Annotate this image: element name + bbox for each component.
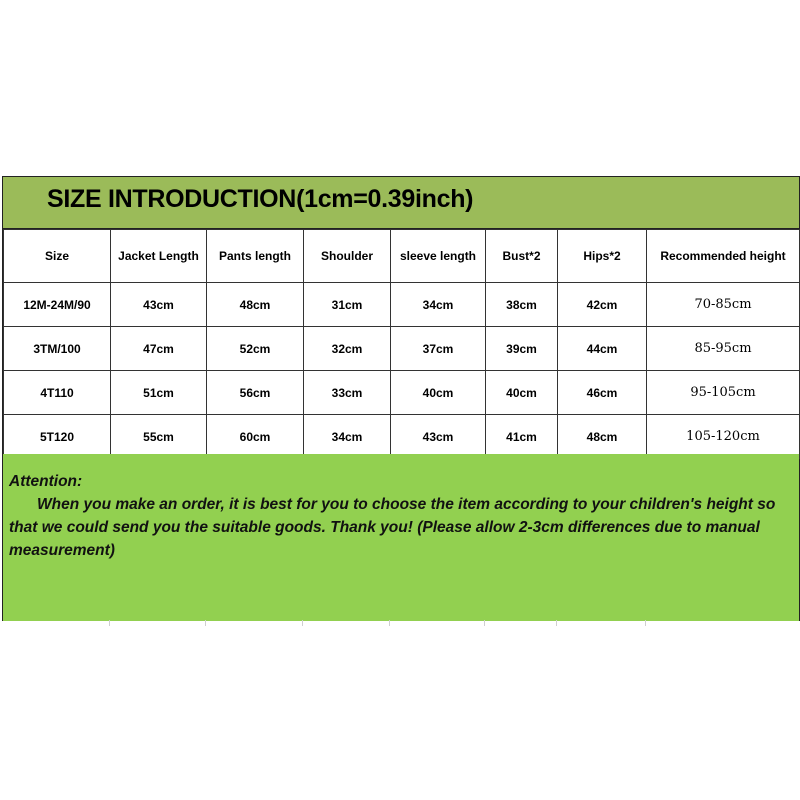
size-cell: 12M-24M/90 [4,283,111,327]
table-row [4,283,800,327]
size-cell: 5T120 [4,415,111,459]
column-header: Pants length [207,230,304,283]
grid-tick [484,620,485,626]
table-cell: 48cm [207,283,304,327]
table-cell: 40cm [486,371,558,415]
column-header: sleeve length [391,230,486,283]
table-cell: 48cm [558,415,647,459]
column-header: Size [4,230,111,283]
table-cell: 56cm [207,371,304,415]
table-cell: 51cm [111,371,207,415]
table-cell: 42cm [558,283,647,327]
title-bar [3,177,799,229]
column-header: Hips*2 [558,230,647,283]
column-header: Jacket Length [111,230,207,283]
table-cell: 40cm [391,371,486,415]
table-cell: 41cm [486,415,558,459]
size-cell: 4T110 [4,371,111,415]
grid-tick [556,620,557,626]
grid-tick [645,620,646,626]
table-cell: 46cm [558,371,647,415]
table-cell: 47cm [111,327,207,371]
height-cell: 85-95cm [647,327,800,371]
column-header: Shoulder [304,230,391,283]
table-cell: 32cm [304,327,391,371]
table-cell: 52cm [207,327,304,371]
grid-tick [389,620,390,626]
height-cell: 105-120cm [647,415,800,459]
size-table [3,229,800,459]
size-chart [2,176,800,621]
table-cell: 33cm [304,371,391,415]
header-row [4,230,800,283]
grid-tick [109,620,110,626]
attention-heading: Attention: [9,473,83,490]
column-header: Bust*2 [486,230,558,283]
grid-tick [205,620,206,626]
table-cell: 34cm [304,415,391,459]
chart-title: SIZE INTRODUCTION(1cm=0.39inch) [47,185,474,213]
table-cell: 37cm [391,327,486,371]
attention-body: When you make an order, it is best for you to choose the item according to your children's height so that we could send you the suitable goods. Thank you! (Please allow 2-3cm differences due to manual measurement) [9,496,776,559]
table-cell: 43cm [391,415,486,459]
table-cell: 38cm [486,283,558,327]
table-row [4,415,800,459]
grid-tick [302,620,303,626]
column-header: Recommended height [647,230,800,283]
table-cell: 44cm [558,327,647,371]
size-cell: 3TM/100 [4,327,111,371]
table-cell: 60cm [207,415,304,459]
table-cell: 31cm [304,283,391,327]
attention-note [3,454,799,621]
height-cell: 70-85cm [647,283,800,327]
grid-ticks [2,620,798,626]
table-cell: 34cm [391,283,486,327]
height-cell: 95-105cm [647,371,800,415]
table-cell: 55cm [111,415,207,459]
table-cell: 43cm [111,283,207,327]
table-cell: 39cm [486,327,558,371]
table-row [4,327,800,371]
table-row [4,371,800,415]
